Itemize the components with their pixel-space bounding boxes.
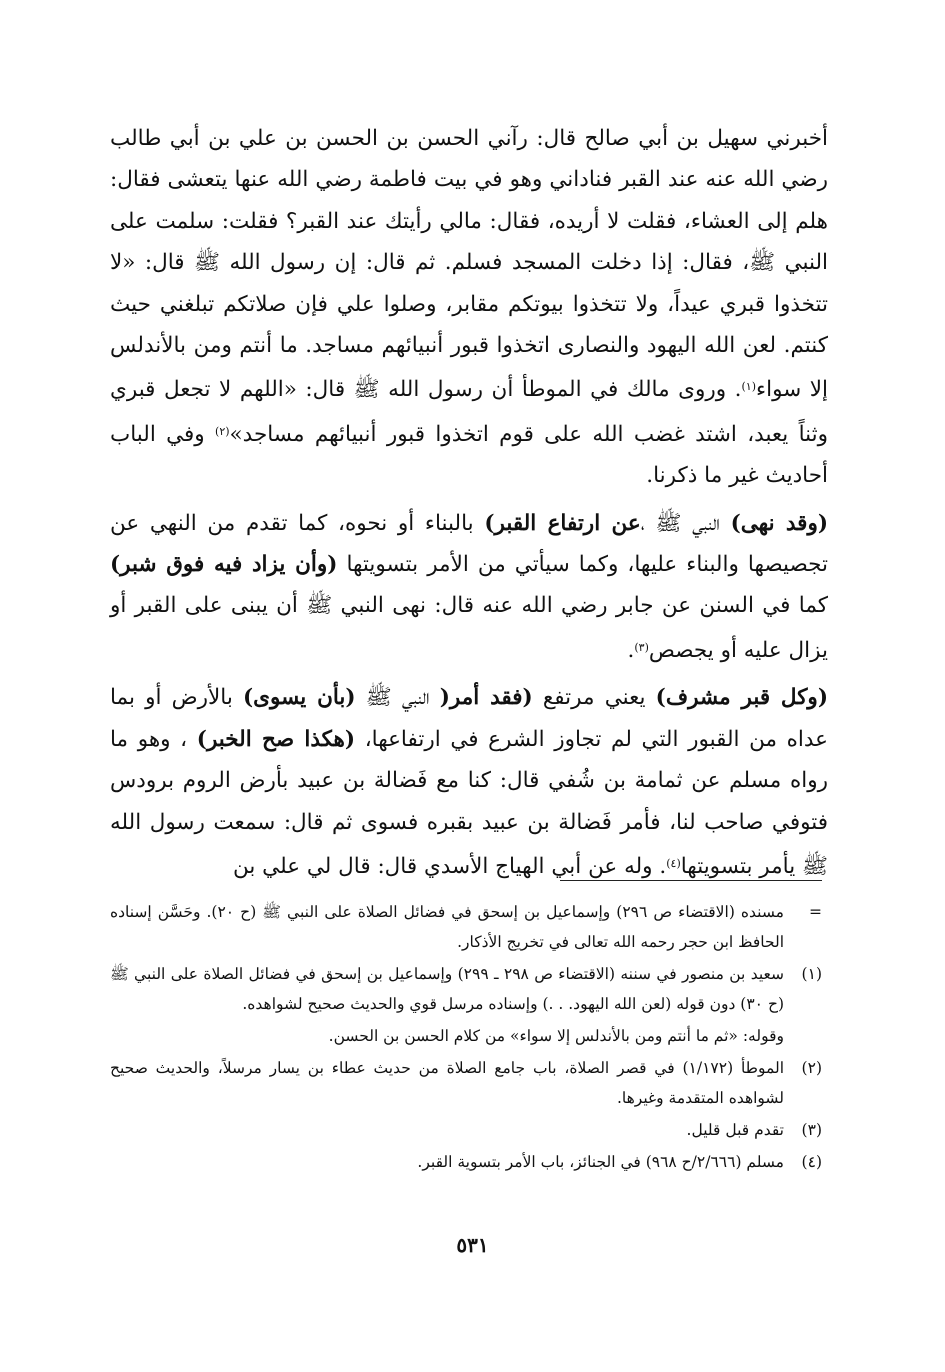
footnote-4	[110, 1147, 822, 1177]
footnote-1	[110, 959, 822, 1019]
footnote-mark: (٤)	[801, 1153, 822, 1171]
paragraph-3-text-c: بالأرض أو بما عداه من القبور التي لم تجاوز الشرع في ارتفاعها،	[110, 685, 828, 752]
bold-phrase: عن ارتفاع القبر)	[484, 510, 641, 536]
footnote-mark	[784, 1021, 822, 1051]
bold-phrase: (بأن يسوى)	[242, 685, 356, 711]
paragraph-1-text-c: وفي الباب أحاديث غير ما ذكرنا.	[110, 421, 828, 489]
bold-phrase: (هكذا صح الخبر)	[196, 726, 356, 752]
paragraph-2	[110, 503, 828, 672]
footnotes	[110, 897, 822, 1177]
footnote-separator	[560, 880, 822, 881]
footnote-mark: (١)	[801, 965, 822, 983]
footnote-2	[110, 1053, 822, 1113]
bold-phrase: (وكل قبر مشرف)	[655, 685, 828, 711]
footnote-3	[110, 1115, 822, 1145]
footnote-1-extra	[110, 1021, 822, 1051]
footnote-text: الموطأ (١/١٧٢) في قصر الصلاة، باب جامع الصلاة من حديث عطاء بن يسار مرسلاً، والحديث صحيح لشواهده المتقدمة وغيرها.	[110, 1059, 784, 1107]
page-number: ٥٣١	[456, 1233, 489, 1257]
footnote-ref-3: (٣)	[634, 640, 649, 654]
footnote-ref-4: (٤)	[666, 856, 681, 870]
footnote-text: وقوله: «ثم ما أنتم ومن بالأندلس إلا سواء» من كلام الحسن بن الحسن.	[328, 1027, 784, 1045]
footnote-text: مسلم (٢/٦٦٦/ح ٩٦٨) في الجنائز، باب الأمر بتسوية القبر.	[417, 1153, 784, 1171]
paragraph-3-text-d: ، وهو ما رواه مسلم عن ثمامة بن شُفي قال: كنا مع فَضالة بن عبيد بأرض الروم برودس فتوفي صاحب لنا، فأمر فَضالة بن عبيد بقبره فسوى ثم قال: سمعت رسول الله ﷺ يأمر بتسويتها	[110, 726, 828, 879]
paragraph-1	[110, 118, 828, 497]
paragraph-3-text-e: . وله عن أبي الهياج الأسدي قال: قال لي علي بن	[232, 853, 667, 879]
paragraph-3-text-b: النبي ﷺ	[355, 685, 440, 711]
footnote-text: تقدم قبل قليل.	[686, 1121, 784, 1139]
paragraph-3	[110, 677, 828, 887]
footnote-ref-1: (١)	[741, 380, 756, 394]
main-text	[110, 118, 828, 887]
footnote-mark: (٢)	[801, 1059, 822, 1077]
paragraph-2-text-c: كما في السنن عن جابر رضي الله عنه قال: نهى النبي ﷺ أن يبنى على القبر أو يزال عليه أو يجصص	[110, 593, 828, 663]
footnote-text: سعيد بن منصور في سننه (الاقتضاء ص ٢٩٨ ـ ٢٩٩) وإسماعيل بن إسحق في فضائل الصلاة على النبي ﷺ (ح ٣٠) دون قوله (لعن الله اليهود. . .) وإسناده مرسل قوي والحديث صحيح لشواهده.	[110, 965, 784, 1013]
bold-phrase: (فقد أمر(	[439, 685, 533, 711]
footnote-mark: =	[809, 903, 822, 921]
paragraph-2-text-b: بالبناء أو نحوه، كما تقدم من النهي عن تجصيصها والبناء عليها، وكما سيأتي من الأمر بتسويتها	[110, 510, 828, 578]
paragraph-1-text-b: . وروى مالك في الموطأ أن رسول الله ﷺ قال: «اللهم لا تجعل قبري وثناً يعبد، اشتد غضب الله على قوم اتخذوا قبور أنبيائهم مساجد»	[110, 377, 828, 447]
bold-phrase: (وأن يزاد فيه فوق شبر)	[110, 552, 338, 578]
footnote-ref-2: (٢)	[215, 424, 230, 438]
paragraph-2-text-a: النبي ﷺ ،	[640, 510, 731, 536]
paragraph-2-end: .	[627, 637, 635, 663]
paragraph-1-text-a: أخبرني سهيل بن أبي صالح قال: رآني الحسن بن الحسن بن علي بن أبي طالب رضي الله عنه عند القبر فناداني وهو في بيت فاطمة رضي الله عنها يتعشى فقال: هلم إلى العشاء، فقلت لا أريده، فقال: مالي رأيتك عند القبر؟ فقلت: سلمت على النبي ﷺ، فقال: إذا دخلت المسجد فسلم. ثم قال: إن رسول الله ﷺ قال: «لا تتخذوا قبري عيداً، ولا تتخذوا بيوتكم مقابر، وصلوا علي فإن صلاتكم تبلغني حيث كنتم. لعن الله اليهود والنصارى اتخذوا قبور أنبيائهم مساجد. ما أنتم ومن بالأندلس إلا سواء	[110, 126, 828, 403]
bold-phrase: (وقد نهى)	[730, 510, 829, 536]
footnote-mark: (٣)	[801, 1121, 822, 1139]
paragraph-3-text-a: يعني مرتفع	[532, 685, 656, 711]
footnote-text: مسنده (الاقتضاء ص ٢٩٦) وإسماعيل بن إسحق في فضائل الصلاة على النبي ﷺ (ح ٢٠). وحَسَّن إسناده الحافظ ابن حجر رحمه الله تعالى في تخريج الأذكار.	[110, 903, 784, 951]
footnote-continuation	[110, 897, 822, 957]
